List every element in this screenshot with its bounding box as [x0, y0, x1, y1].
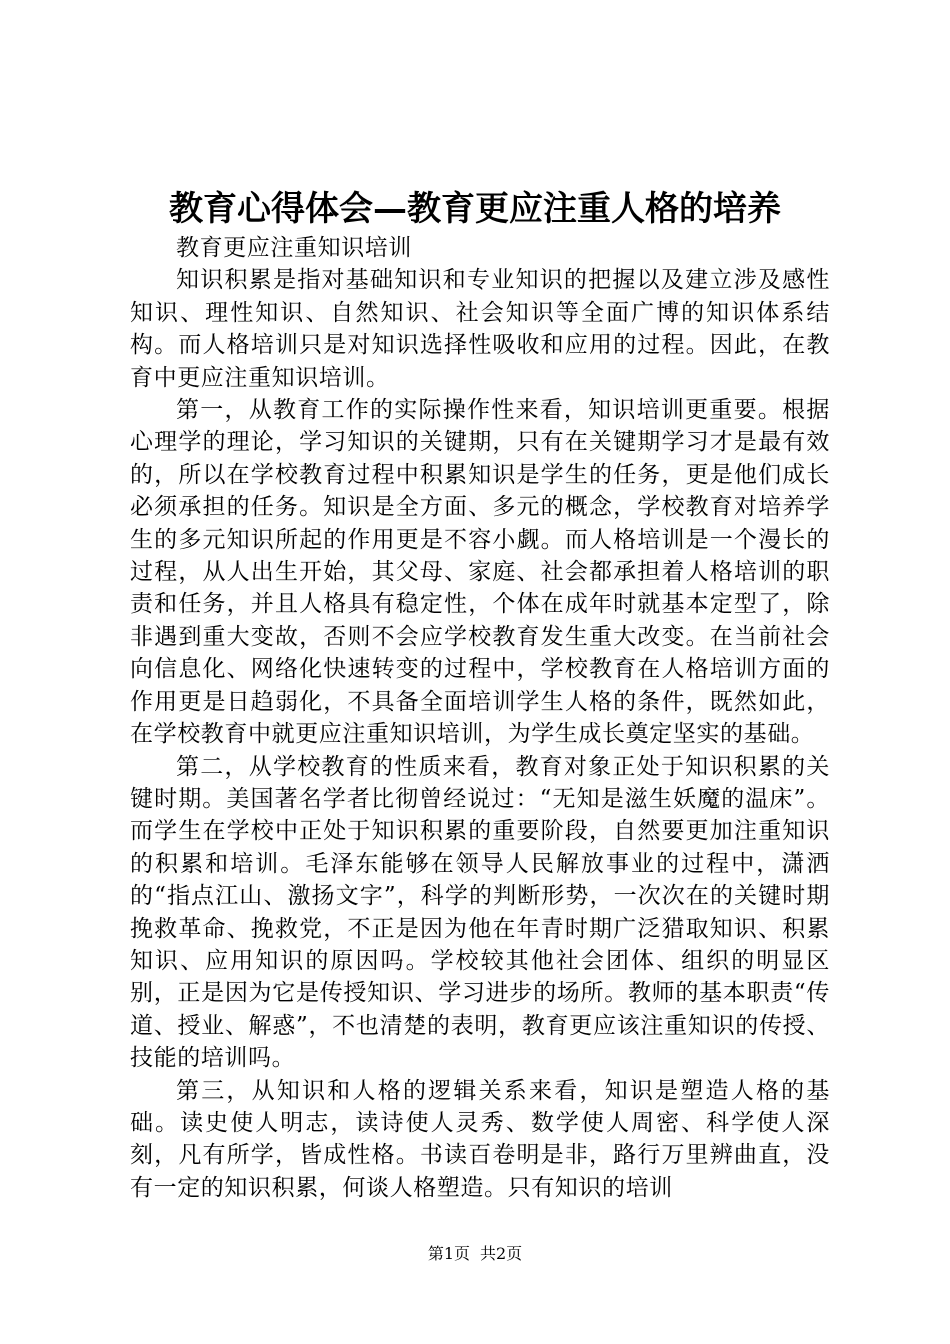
page-total: 共2页: [480, 1244, 523, 1263]
document-title: 教育心得体会—教育更应注重人格的培养: [169, 189, 781, 229]
body-paragraph: 第三，从知识和人格的逻辑关系来看，知识是塑造人格的基础。读史使人明志，读诗使人灵秀、数学使人周密、科学使人深刻，凡有所学，皆成性格。书读百卷明是非，路行万里辨曲直，没有一定的知识积累，何谈人格塑造。只有知识的培训: [130, 1077, 830, 1201]
document-body: [130, 232, 830, 1204]
body-paragraph: 知识积累是指对基础知识和专业知识的把握以及建立涉及感性知识、理性知识、自然知识、社会知识等全面广博的知识体系结构。而人格培训只是对知识选择性吸收和应用的过程。因此，在教育中更应注重知识培训。: [130, 267, 830, 391]
page-footer: [0, 1243, 950, 1265]
page-number: 第1页: [427, 1244, 470, 1263]
section-heading: 教育更应注重知识培训: [176, 235, 412, 261]
body-paragraph: 第一，从教育工作的实际操作性来看，知识培训更重要。根据心理学的理论，学习知识的关键期，只有在关键期学习才是最有效的，所以在学校教育过程中积累知识是学生的任务，更是他们成长必须承担的任务。知识是全方面、多元的概念，学校教育对培养学生的多元知识所起的作用更是不容小觑。而人格培训是一个漫长的过程，从人出生开始，其父母、家庭、社会都承担着人格培训的职责和任务，并且人格具有稳定性，个体在成年时就基本定型了，除非遇到重大变故，否则不会应学校教育发生重大改变。在当前社会向信息化、网络化快速转变的过程中，学校教育在人格培训方面的作用更是日趋弱化，不具备全面培训学生人格的条件，既然如此，在学校教育中就更应注重知识培训，为学生成长奠定坚实的基础。: [130, 397, 830, 748]
body-paragraph: 第二，从学校教育的性质来看，教育对象正处于知识积累的关键时期。美国著名学者比彻曾经说过：“无知是滋生妖魔的温床”。而学生在学校中正处于知识积累的重要阶段，自然要更加注重知识的积累和培训。毛泽东能够在领导人民解放事业的过程中，潇洒的“指点江山、激扬文字”，科学的判断形势，一次次在的关键时期挽救革命、挽救党，不正是因为他在年青时期广泛猎取知识、积累知识、应用知识的原因吗。学校较其他社会团体、组织的明显区别，正是因为它是传授知识、学习进步的场所。教师的基本职责“传道、授业、解惑”，不也清楚的表明，教育更应该注重知识的传授、技能的培训吗。: [130, 753, 830, 1072]
